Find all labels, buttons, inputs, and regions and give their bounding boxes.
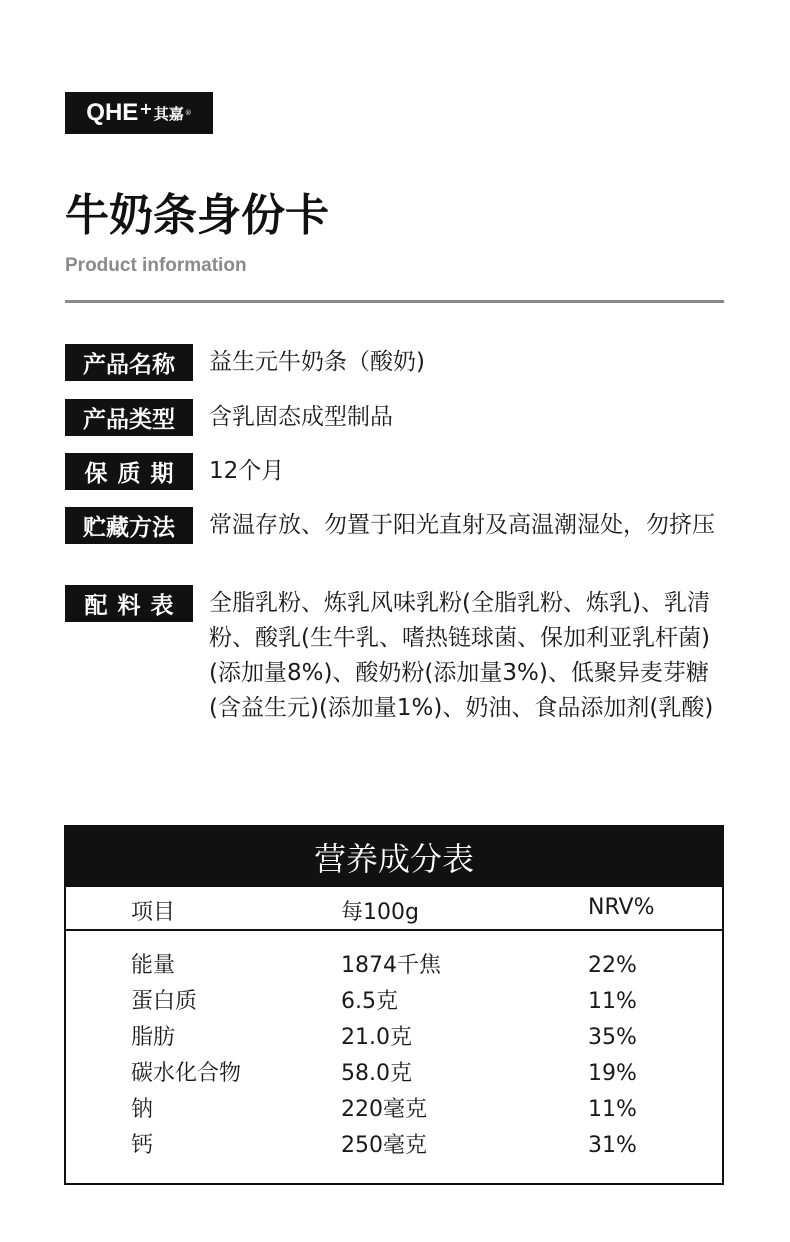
nutrient-name: 能量 (131, 953, 176, 978)
nutrient-nrv: 31% (588, 1133, 637, 1158)
column-header-per100g: 每100g (341, 900, 419, 925)
nutrient-nrv: 22% (588, 953, 637, 978)
nutrient-name: 碳水化合物 (131, 1061, 242, 1086)
table-row (66, 984, 722, 1020)
info-label: 产品名称 (65, 344, 193, 381)
nutrition-header-row (66, 887, 722, 931)
brand-logo (65, 92, 213, 134)
nutrient-nrv: 19% (588, 1061, 637, 1086)
nutrient-amount: 220毫克 (341, 1097, 427, 1122)
nutrient-name: 钠 (131, 1097, 154, 1122)
nutrient-amount: 6.5克 (341, 989, 398, 1014)
nutrient-name: 脂肪 (131, 1025, 176, 1050)
nutrient-name: 蛋白质 (131, 989, 198, 1014)
table-row (66, 1128, 722, 1164)
divider (65, 300, 724, 303)
info-value: 全脂乳粉、炼乳风味乳粉(全脂乳粉、炼乳)、乳清粉、酸乳(生牛乳、嗜热链球菌、保加利亚乳杆菌)(添加量8%)、酸奶粉(添加量3%)、低聚异麦芽糖(含益生元)(添加量1%)、奶油、食品添加剂(乳酸) (209, 590, 714, 721)
table-row (66, 1020, 722, 1056)
nutrient-amount: 1874千焦 (341, 953, 441, 978)
nutrient-nrv: 35% (588, 1025, 637, 1050)
info-value: 益生元牛奶条（酸奶) (209, 349, 425, 375)
info-value: 含乳固态成型制品 (209, 404, 393, 430)
nutrition-title: 营养成分表 (66, 827, 722, 887)
column-header-nrv: NRV% (588, 895, 655, 920)
nutrient-nrv: 11% (588, 1097, 637, 1122)
nutrient-nrv: 11% (588, 989, 637, 1014)
nutrient-name: 钙 (131, 1133, 154, 1158)
nutrition-table (64, 825, 724, 1185)
info-value: 常温存放、勿置于阳光直射及高温潮湿处，勿挤压 (209, 512, 715, 538)
logo-plus: + (139, 98, 153, 118)
nutrient-amount: 21.0克 (341, 1025, 412, 1050)
info-label: 配料表 (65, 585, 193, 622)
page-subtitle: Product information (65, 255, 247, 276)
page-title: 牛奶条身份卡 (65, 190, 329, 241)
info-label: 保质期 (65, 453, 193, 490)
table-row (66, 948, 722, 984)
table-row (66, 1056, 722, 1092)
table-row (66, 1092, 722, 1128)
logo-registered: ® (184, 109, 192, 117)
info-label: 产品类型 (65, 399, 193, 436)
info-value: 12个月 (209, 458, 285, 484)
nutrient-amount: 58.0克 (341, 1061, 412, 1086)
info-label: 贮藏方法 (65, 507, 193, 544)
nutrient-amount: 250毫克 (341, 1133, 427, 1158)
column-header-item: 项目 (131, 900, 176, 925)
logo-latin: QHE (86, 99, 139, 126)
logo-chinese: 其嘉 (153, 104, 184, 123)
